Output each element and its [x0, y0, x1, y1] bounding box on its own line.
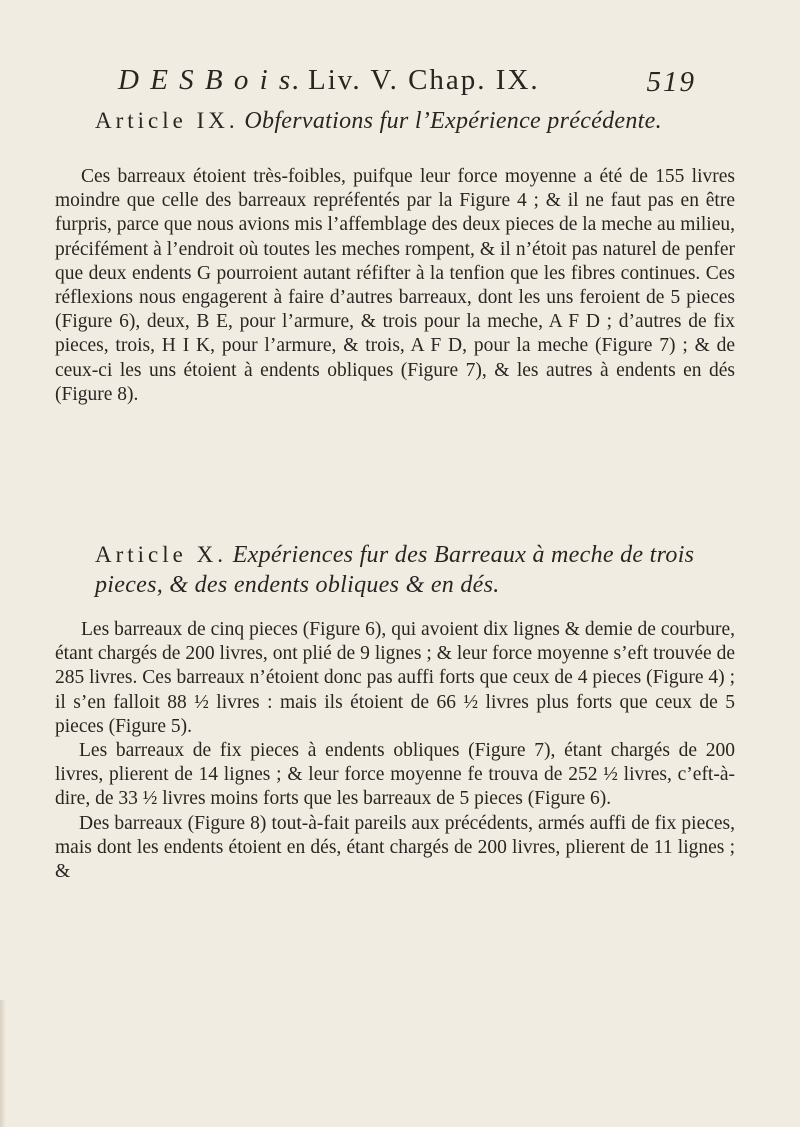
article-ix-title: Obfervations fur l’Expérience précédente.	[244, 108, 662, 134]
running-head-chapter: Liv. V. Chap. IX.	[308, 64, 540, 96]
article-ix-body	[55, 165, 735, 407]
running-head	[118, 60, 696, 100]
article-x-paragraph-3: Des barreaux (Figure 8) tout-à-fait pareils aux précédents, armés auffi de fix pieces, mais dont les endents étoient en dés, étant chargés de 200 livres, plierent de 11 lignes ; &	[55, 812, 735, 883]
article-ix-label: Article IX.	[95, 108, 239, 133]
article-x-title: Expériences fur des Barreaux à meche de trois pieces, & des endents obliques & en dés.	[95, 542, 695, 598]
page-number: 519	[646, 66, 696, 98]
article-x-body	[55, 618, 735, 884]
article-x-heading	[95, 540, 735, 600]
running-head-title: D E S B o i s.	[118, 64, 302, 96]
article-ix-heading	[95, 106, 735, 136]
article-ix-paragraph: Ces barreaux étoient très-foibles, puifque leur force moyenne a été de 155 livres moindre que celle des barreaux repréfentés par la Figure 4 ; & il ne faut pas en être furpris, parce que nous avions mis l’affemblage des deux pieces de la meche au milieu, précifément à l’endroit où toutes les meches rompent, & il n’étoit pas naturel de penfer que deux endents G pourroient autant réfifter à la tenfion que les fibres continues. Ces réflexions nous engagerent à faire d’autres barreaux, dont les uns feroient de 5 pieces (Figure 6), deux, B E, pour l’armure, & trois pour la meche, A F D ; d’autres de fix pieces, trois, H I K, pour l’armure, & trois, A F D, pour la meche (Figure 7) ; & de ceux-ci les uns étoient à endents obliques (Figure 7), & les autres à endents en dés (Figure 8).	[55, 166, 735, 405]
article-x-paragraph-1: Les barreaux de cinq pieces (Figure 6), qui avoient dix lignes & demie de courbure, étant chargés de 200 livres, ont plié de 9 lignes ; & leur force moyenne s’eft trouvée de 285 livres. Ces barreaux n’étoient donc pas auffi forts que ceux de 4 pieces (Figure 4) ; il s’en falloit 88 ½ livres : mais ils étoient de 66 ½ livres plus forts que ceux de 5 pieces (Figure 5).	[55, 619, 735, 737]
article-x-paragraph-2: Les barreaux de fix pieces à endents obliques (Figure 7), étant chargés de 200 livres, plierent de 14 lignes ; & leur force moyenne fe trouva de 252 ½ livres, c’eft-à-dire, de 33 ½ livres moins forts que les barreaux de 5 pieces (Figure 6).	[55, 740, 735, 810]
page-edge-shadow	[0, 1000, 6, 1127]
article-x-label: Article X.	[95, 542, 227, 567]
